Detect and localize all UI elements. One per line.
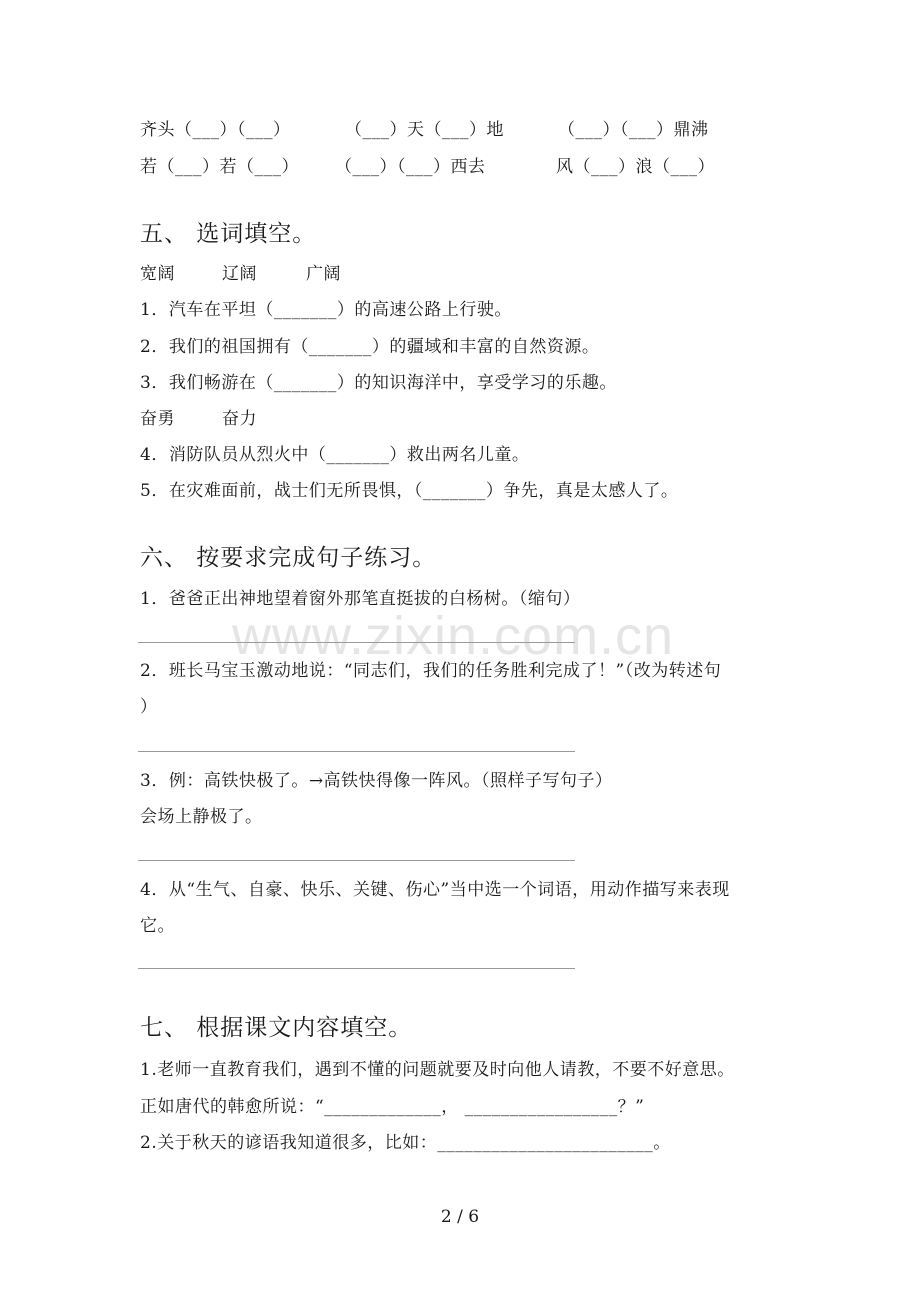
- question-item: 4．从“生气、自豪、快乐、关键、伤心”当中选一个词语，用动作描写来表现: [140, 880, 730, 900]
- word-option: 宽阔: [140, 264, 175, 284]
- word-option: 广阔: [306, 264, 341, 284]
- idiom-blank: 风（___）浪（___）: [556, 157, 715, 177]
- question-item: 1．汽车在平坦（_______）的高速公路上行驶。: [140, 300, 512, 320]
- word-option: 奋力: [222, 409, 257, 429]
- watermark: www.zixin.com.cn: [232, 606, 675, 666]
- question-item: 2.关于秋天的谚语我知道很多，比如：________________________。: [140, 1133, 671, 1153]
- question-item-continued: ）: [140, 697, 158, 717]
- idiom-blank: 若（___）若（___）: [140, 157, 299, 177]
- section-seven-title: 七、 根据课文内容填空。: [140, 1015, 413, 1041]
- idiom-blank: （___）（___）鼎沸: [558, 120, 709, 140]
- word-option: 辽阔: [222, 264, 257, 284]
- question-item-continued: 它。: [140, 916, 175, 936]
- question-item: 5．在灾难面前，战士们无所畏惧，（_______）争先，真是太感人了。: [140, 481, 679, 501]
- question-item: 4．消防队员从烈火中（_______）救出两名儿童。: [140, 445, 530, 465]
- answer-line[interactable]: [138, 860, 575, 861]
- answer-line[interactable]: [138, 968, 575, 969]
- question-item: 2．我们的祖国拥有（_______）的疆域和丰富的自然资源。: [140, 337, 600, 357]
- question-item: 1.老师一直教育我们，遇到不懂的问题就要及时向他人请教，不要不好意思。: [140, 1060, 735, 1080]
- idiom-blank: 齐头（___）（___）: [140, 120, 291, 140]
- section-five-title: 五、 选词填空。: [140, 221, 317, 247]
- section-six-title: 六、 按要求完成句子练习。: [140, 545, 437, 571]
- idiom-blank: （___）天（___）地: [345, 120, 504, 140]
- word-option: 奋勇: [140, 409, 175, 429]
- answer-line[interactable]: [138, 751, 575, 752]
- idiom-blank: （___）（___）西去: [335, 157, 486, 177]
- question-item: 2．班长马宝玉激动地说：“同志们，我们的任务胜利完成了！”（改为转述句: [140, 661, 722, 681]
- question-item: 3．例：高铁快极了。→高铁快得像一阵风。（照样子写句子）: [140, 771, 613, 791]
- question-item-continued: 会场上静极了。: [140, 807, 263, 827]
- page-number: 2 / 6: [440, 1207, 480, 1227]
- question-item: 3．我们畅游在（_______）的知识海洋中，享受学习的乐趣。: [140, 373, 617, 393]
- question-item: 1．爸爸正出神地望着窗外那笔直挺拔的白杨树。（缩句）: [140, 589, 581, 609]
- question-item-continued: 正如唐代的韩愈所说：“_____________， _________________？”: [140, 1097, 645, 1117]
